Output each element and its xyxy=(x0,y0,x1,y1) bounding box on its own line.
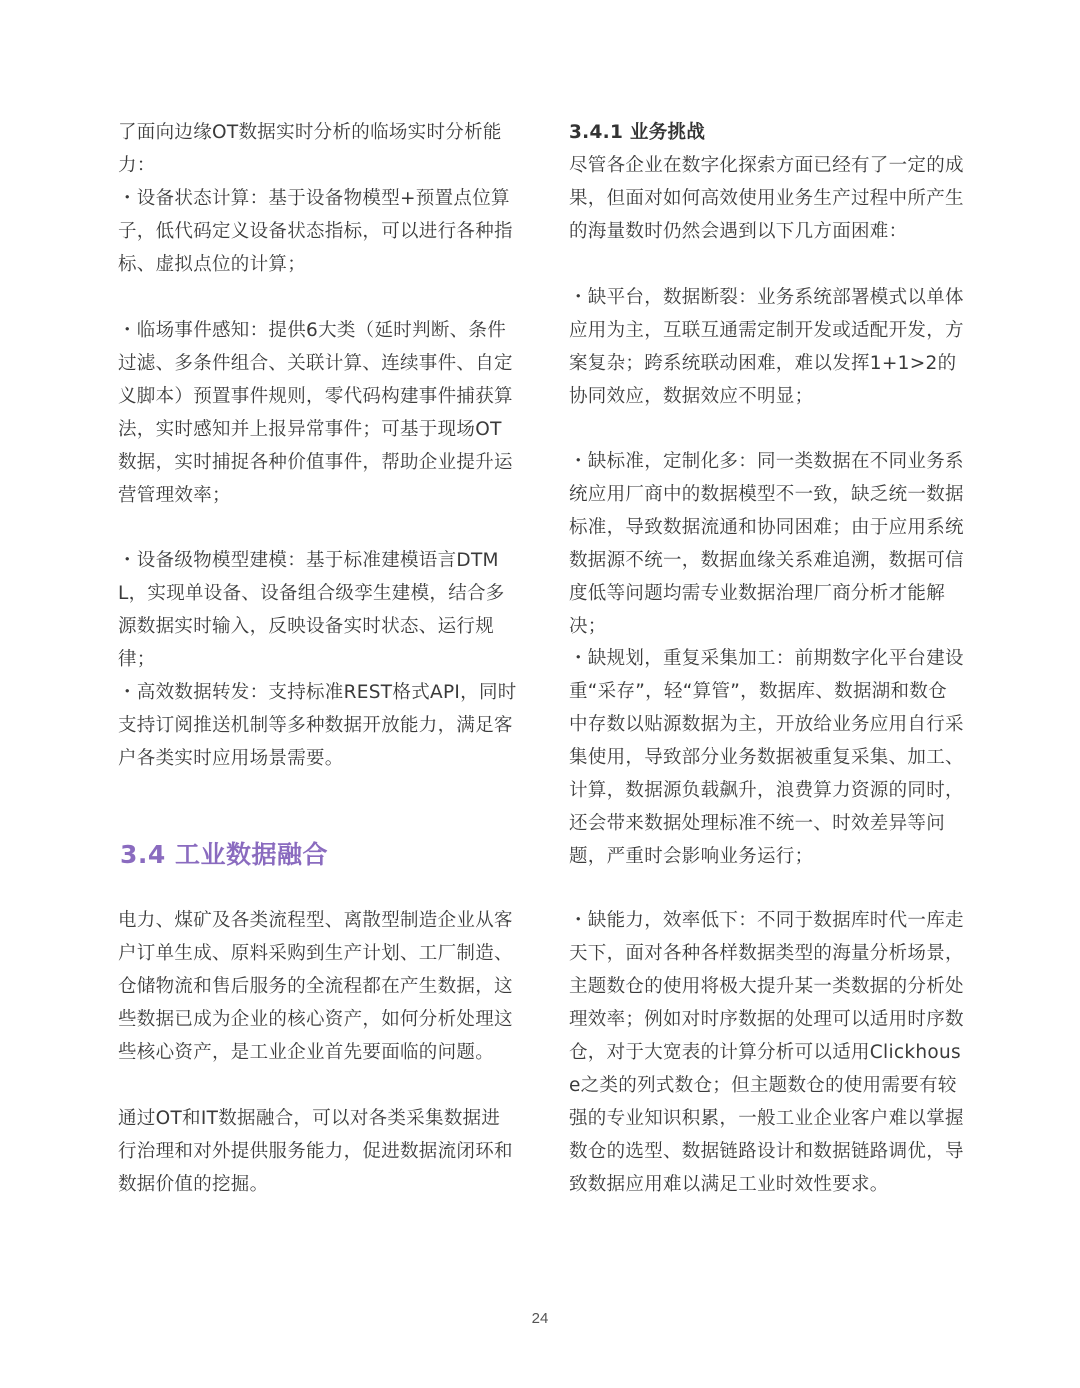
paragraph-text: 通过OT和IT数据融合，可以对各类采集数据进行治理和对外提供服务能力，促进数据流闭环和数据价值的挖掘。 xyxy=(118,1108,513,1195)
section-heading: 3.4 工业数据融合 xyxy=(120,840,328,869)
bullet-no-platform xyxy=(569,281,964,413)
intro-text: 了面向边缘OT数据实时分析的临场实时分析能力： xyxy=(118,122,502,176)
paragraph-data-assets xyxy=(118,904,518,1069)
intro-text: 尽管各企业在数字化探索方面已经有了一定的成果，但面对如何高效使用业务生产过程中所产生的海量数时仍然会遇到以下几方面困难： xyxy=(569,155,964,242)
bullet-text: ・缺能力，效率低下：不同于数据库时代一库走天下，面对各种各样数据类型的海量分析场景，主题数仓的使用将极大提升某一类数据的分析处理效率；例如对时序数据的处理可以适用时序数仓，对于大宽表的计算分析可以适用Clickhouse之类的列式数仓；但主题数仓的使用需要有较强的专业知识积累，一般工业企业客户难以掌握数仓的选型、数据链路设计和数据链路调优，导致数据应用难以满足工业时效性要求。 xyxy=(569,910,964,1195)
bullet-text: ・设备状态计算：基于设备物模型+预置点位算子，低代码定义设备状态指标，可以进行各种指标、虚拟点位的计算； xyxy=(118,188,513,275)
bullet-text: ・设备级物模型建模：基于标准建模语言DTML，实现单设备、设备组合级孪生建模，结合多源数据实时输入，反映设备实时状态、运行规律； xyxy=(118,550,505,670)
bullet-device-status xyxy=(118,182,518,281)
bullet-event-sensing xyxy=(118,314,518,512)
bullet-text: ・临场事件感知：提供6大类（延时判断、条件过滤、多条件组合、关联计算、连续事件、自定义脚本）预置事件规则，零代码构建事件捕获算法，实时感知并上报异常事件；可基于现场OT数据，实时捕捉各种价值事件，帮助企业提升运营管理效率； xyxy=(118,320,513,506)
bullet-text: ・缺标准，定制化多：同一类数据在不同业务系统应用厂商中的数据模型不一致，缺乏统一数据标准，导致数据流通和协同困难；由于应用系统数据源不统一，数据血缘关系难追溯，数据可信度低等问题均需专业数据治理厂商分析才能解决； xyxy=(569,451,964,637)
bullet-modeling xyxy=(118,544,518,676)
bullet-text: ・缺规划，重复采集加工：前期数字化平台建设重“采存”，轻“算管”，数据库、数据湖和数仓中存数以贴源数据为主，开放给业务应用自行采集使用，导致部分业务数据被重复采集、加工、计算，数据源负载飙升，浪费算力资源的同时，还会带来数据处理标准不统一、时效差异等问题，严重时会影响业务运行； xyxy=(569,648,964,867)
paragraph-text: 电力、煤矿及各类流程型、离散型制造企业从客户订单生成、原料采购到生产计划、工厂制造、仓储物流和售后服务的全流程都在产生数据，这些数据已成为企业的核心资产，如何分析处理这些核心资产，是工业企业首先要面临的问题。 xyxy=(118,910,513,1063)
paragraph-ot-it-fusion xyxy=(118,1102,518,1201)
sub-heading: 3.4.1 业务挑战 xyxy=(569,122,706,143)
bullet-text: ・缺平台，数据断裂：业务系统部署模式以单体应用为主，互联互通需定制开发或适配开发，方案复杂；跨系统联动困难，难以发挥1+1>2的协同效应，数据效应不明显； xyxy=(569,287,964,407)
page-number: 24 xyxy=(531,1310,549,1327)
left-intro xyxy=(118,116,518,182)
bullet-no-planning xyxy=(569,642,964,873)
right-intro xyxy=(569,149,964,248)
bullet-data-forwarding xyxy=(118,676,518,775)
bullet-text: ・高效数据转发：支持标准REST格式API，同时支持订阅推送机制等多种数据开放能力，满足客户各类实时应用场景需要。 xyxy=(118,682,517,769)
bullet-no-standard xyxy=(569,445,964,643)
bullet-no-capability xyxy=(569,904,964,1201)
